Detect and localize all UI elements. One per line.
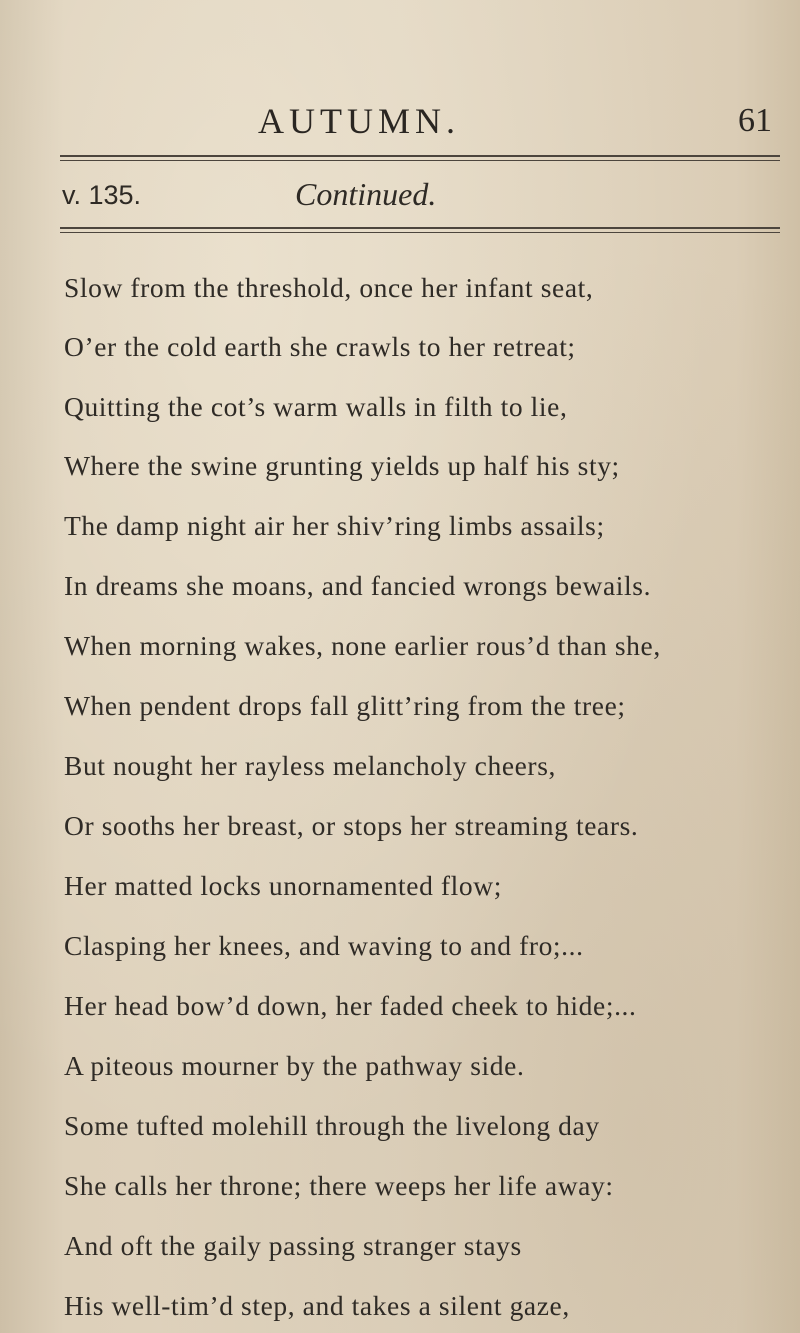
- running-head: [0, 100, 800, 150]
- header-rule-lower-thin: [60, 232, 780, 233]
- section-bar: [0, 172, 800, 218]
- poem-line: O’er the cold earth she crawls to her retreat;: [64, 331, 576, 362]
- poem-line: When morning wakes, none earlier rous’d than she,: [64, 630, 661, 661]
- header-rule-upper: [60, 155, 780, 157]
- poem-line: Or sooths her breast, or stops her streaming tears.: [64, 810, 639, 841]
- poem-body: [0, 240, 800, 1321]
- poem-line: When pendent drops fall glitt’ring from the tree;: [64, 690, 626, 721]
- poem-line: And oft the gaily passing stranger stays: [64, 1230, 522, 1261]
- poem-line: A piteous mourner by the pathway side.: [64, 1050, 525, 1081]
- continued-label: Continued.: [295, 176, 437, 212]
- poem-line: Clasping her knees, and waving to and fro;...: [64, 930, 584, 961]
- header-rule-upper-thin: [60, 160, 780, 161]
- poem-line: Some tufted molehill through the livelong day: [64, 1110, 600, 1141]
- poem-line: The damp night air her shiv’ring limbs assails;: [64, 510, 605, 541]
- running-title: AUTUMN.: [258, 101, 460, 141]
- poem-line: Where the swine grunting yields up half his sty;: [64, 450, 620, 481]
- poem-line: His well-tim’d step, and takes a silent gaze,: [64, 1290, 570, 1321]
- poem-line: But nought her rayless melancholy cheers,: [64, 750, 556, 781]
- poem-line: Her head bow’d down, her faded cheek to hide;...: [64, 990, 637, 1021]
- poem-line: She calls her throne; there weeps her life away:: [64, 1170, 614, 1201]
- page-number: 61: [738, 102, 772, 139]
- poem-line: Slow from the threshold, once her infant seat,: [64, 272, 594, 303]
- poem-line: In dreams she moans, and fancied wrongs bewails.: [64, 570, 652, 601]
- verse-number: v. 135.: [62, 180, 142, 210]
- poem-line: Her matted locks unornamented flow;: [64, 870, 502, 901]
- poem-line: Quitting the cot’s warm walls in filth to lie,: [64, 391, 568, 422]
- header-rule-lower: [60, 227, 780, 229]
